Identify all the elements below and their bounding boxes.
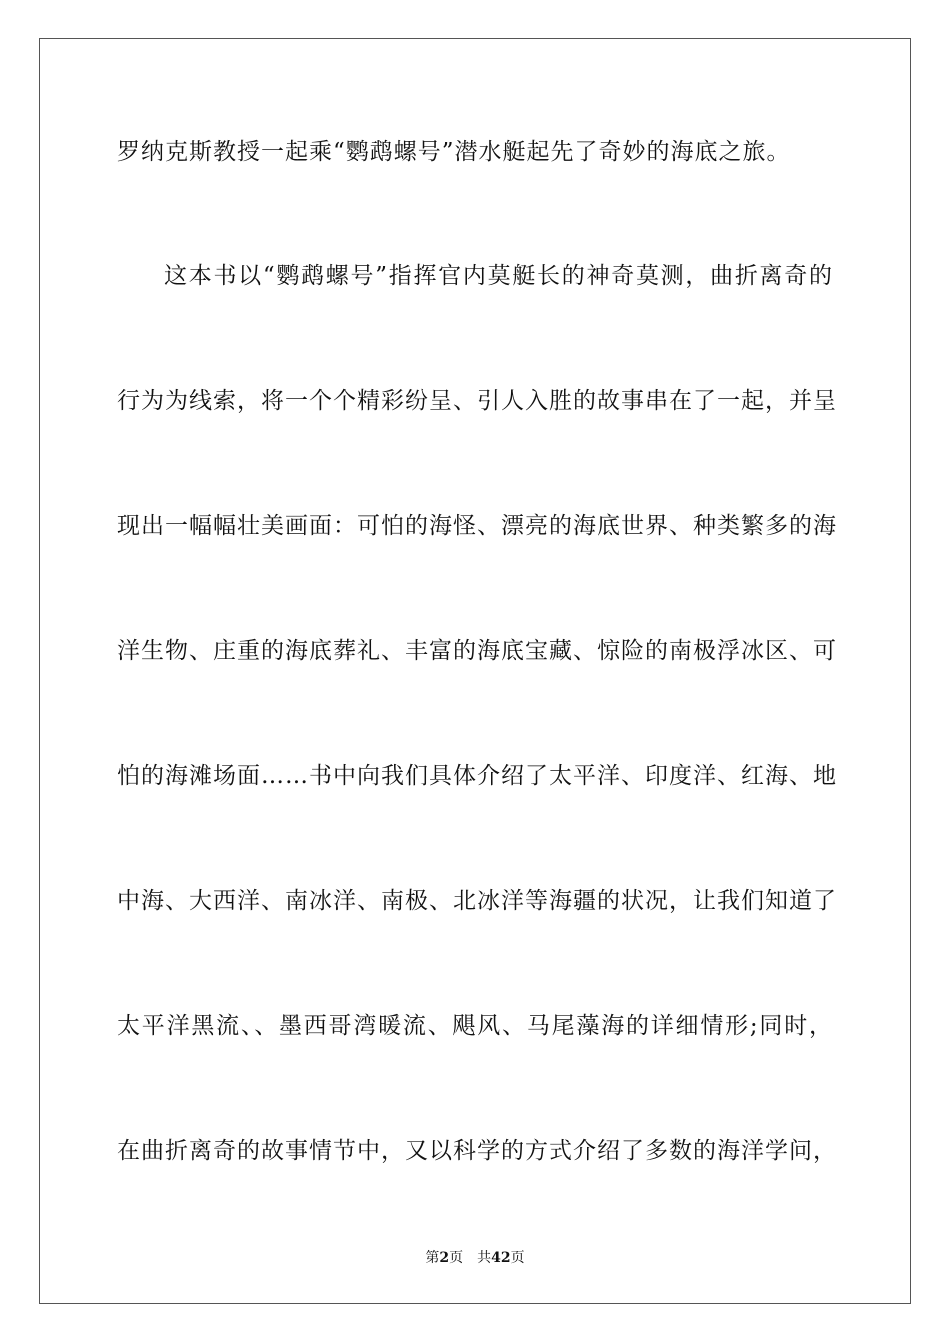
text-line-6: 怕的海滩场面……书中向我们具体介绍了太平洋、印度洋、红海、地 — [117, 763, 837, 789]
total-pages: 42 — [491, 1250, 511, 1266]
text-line-2: 这本书以“鹦鹉螺号”指挥官内莫艇长的神奇莫测，曲折离奇的 — [164, 263, 833, 289]
page-footer — [0, 1248, 950, 1268]
text-line-3: 行为为线索，将一个个精彩纷呈、引人入胜的故事串在了一起，并呈 — [117, 388, 837, 414]
total-prefix: 共 — [477, 1250, 492, 1266]
text-line-1: 罗纳克斯教授一起乘“鹦鹉螺号”潜水艇起先了奇妙的海底之旅。 — [117, 139, 791, 165]
text-line-8: 太平洋黑流、、墨西哥湾暖流、飓风、马尾藻海的详细情形;同时， — [117, 1013, 833, 1039]
total-suffix: 页 — [510, 1250, 525, 1266]
text-line-7: 中海、大西洋、南冰洋、南极、北冰洋等海疆的状况，让我们知道了 — [117, 888, 837, 914]
text-line-4: 现出一幅幅壮美画面：可怕的海怪、漂亮的海底世界、种类繁多的海 — [117, 513, 837, 539]
text-line-9: 在曲折离奇的故事情节中，又以科学的方式介绍了多数的海洋学问， — [117, 1138, 837, 1164]
text-line-5: 洋生物、庄重的海底葬礼、丰富的海底宝藏、惊险的南极浮冰区、可 — [117, 638, 837, 664]
page-prefix: 第 — [425, 1250, 440, 1266]
page-suffix: 页 — [449, 1250, 464, 1266]
page-frame — [39, 38, 911, 1304]
page-number: 2 — [439, 1250, 450, 1266]
